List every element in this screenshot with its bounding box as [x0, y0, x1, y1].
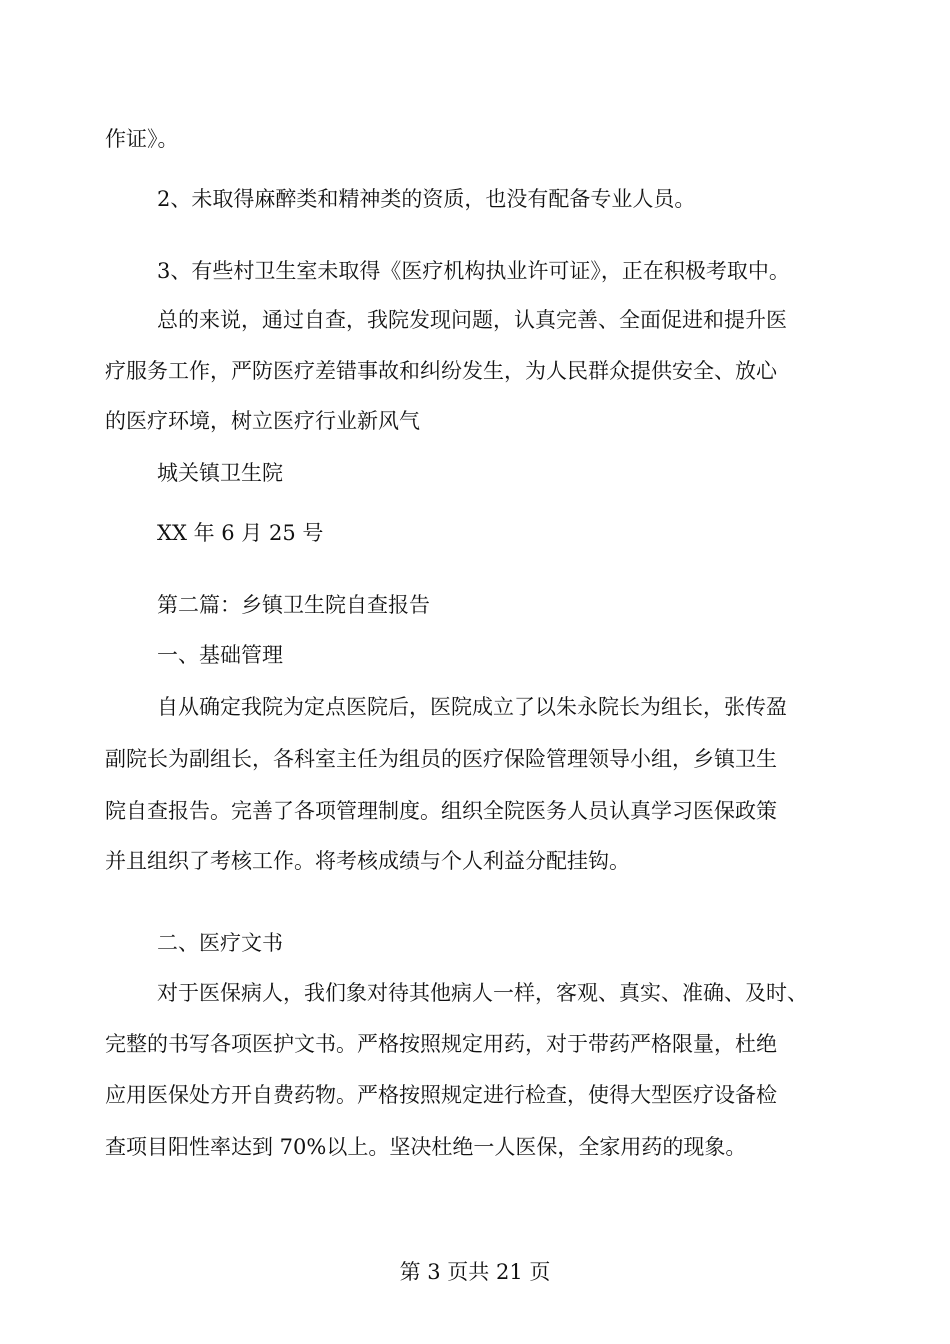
page-number-footer: 第 3 页共 21 页	[399, 1260, 551, 1284]
heading-basic-management: 一、基础管理	[157, 643, 283, 667]
signature-org: 城关镇卫生院	[157, 461, 283, 485]
text-line-summary-3: 的医疗环境，树立医疗行业新风气	[105, 409, 420, 433]
text-line-para2-2: 完整的书写各项医护文书。严格按照规定用药，对于带药严格限量，杜绝	[105, 1032, 777, 1056]
text-line-summary-1: 总的来说，通过自查，我院发现问题，认真完善、全面促进和提升医	[157, 308, 787, 332]
text-line-para1-3: 院自查报告。完善了各项管理制度。组织全院医务人员认真学习医保政策	[105, 799, 777, 823]
text-line-item-2: 2、未取得麻醉类和精神类的资质，也没有配备专业人员。	[157, 187, 696, 211]
heading-medical-documents: 二、医疗文书	[157, 931, 283, 955]
signature-date: XX 年 6 月 25 号	[157, 521, 324, 545]
text-line-continuation: 作证》。	[105, 127, 179, 151]
text-line-summary-2: 疗服务工作，严防医疗差错事故和纠纷发生，为人民群众提供安全、放心	[105, 359, 777, 383]
text-line-para2-4: 查项目阳性率达到 70%以上。坚决杜绝一人医保，全家用药的现象。	[105, 1135, 747, 1159]
text-line-para1-2: 副院长为副组长，各科室主任为组员的医疗保险管理领导小组，乡镇卫生	[105, 747, 777, 771]
text-line-item-3: 3、有些村卫生室未取得《医疗机构执业许可证》，正在积极考取中。	[157, 259, 790, 283]
text-line-para2-3: 应用医保处方开自费药物。严格按照规定进行检查，使得大型医疗设备检	[105, 1083, 777, 1107]
text-line-para1-4: 并且组织了考核工作。将考核成绩与个人利益分配挂钩。	[105, 849, 630, 873]
text-line-para2-1: 对于医保病人，我们象对待其他病人一样，客观、真实、准确、及时、	[157, 981, 808, 1005]
section-title: 第二篇：乡镇卫生院自查报告	[157, 593, 430, 617]
text-line-para1-1: 自从确定我院为定点医院后，医院成立了以朱永院长为组长，张传盈	[157, 695, 787, 719]
